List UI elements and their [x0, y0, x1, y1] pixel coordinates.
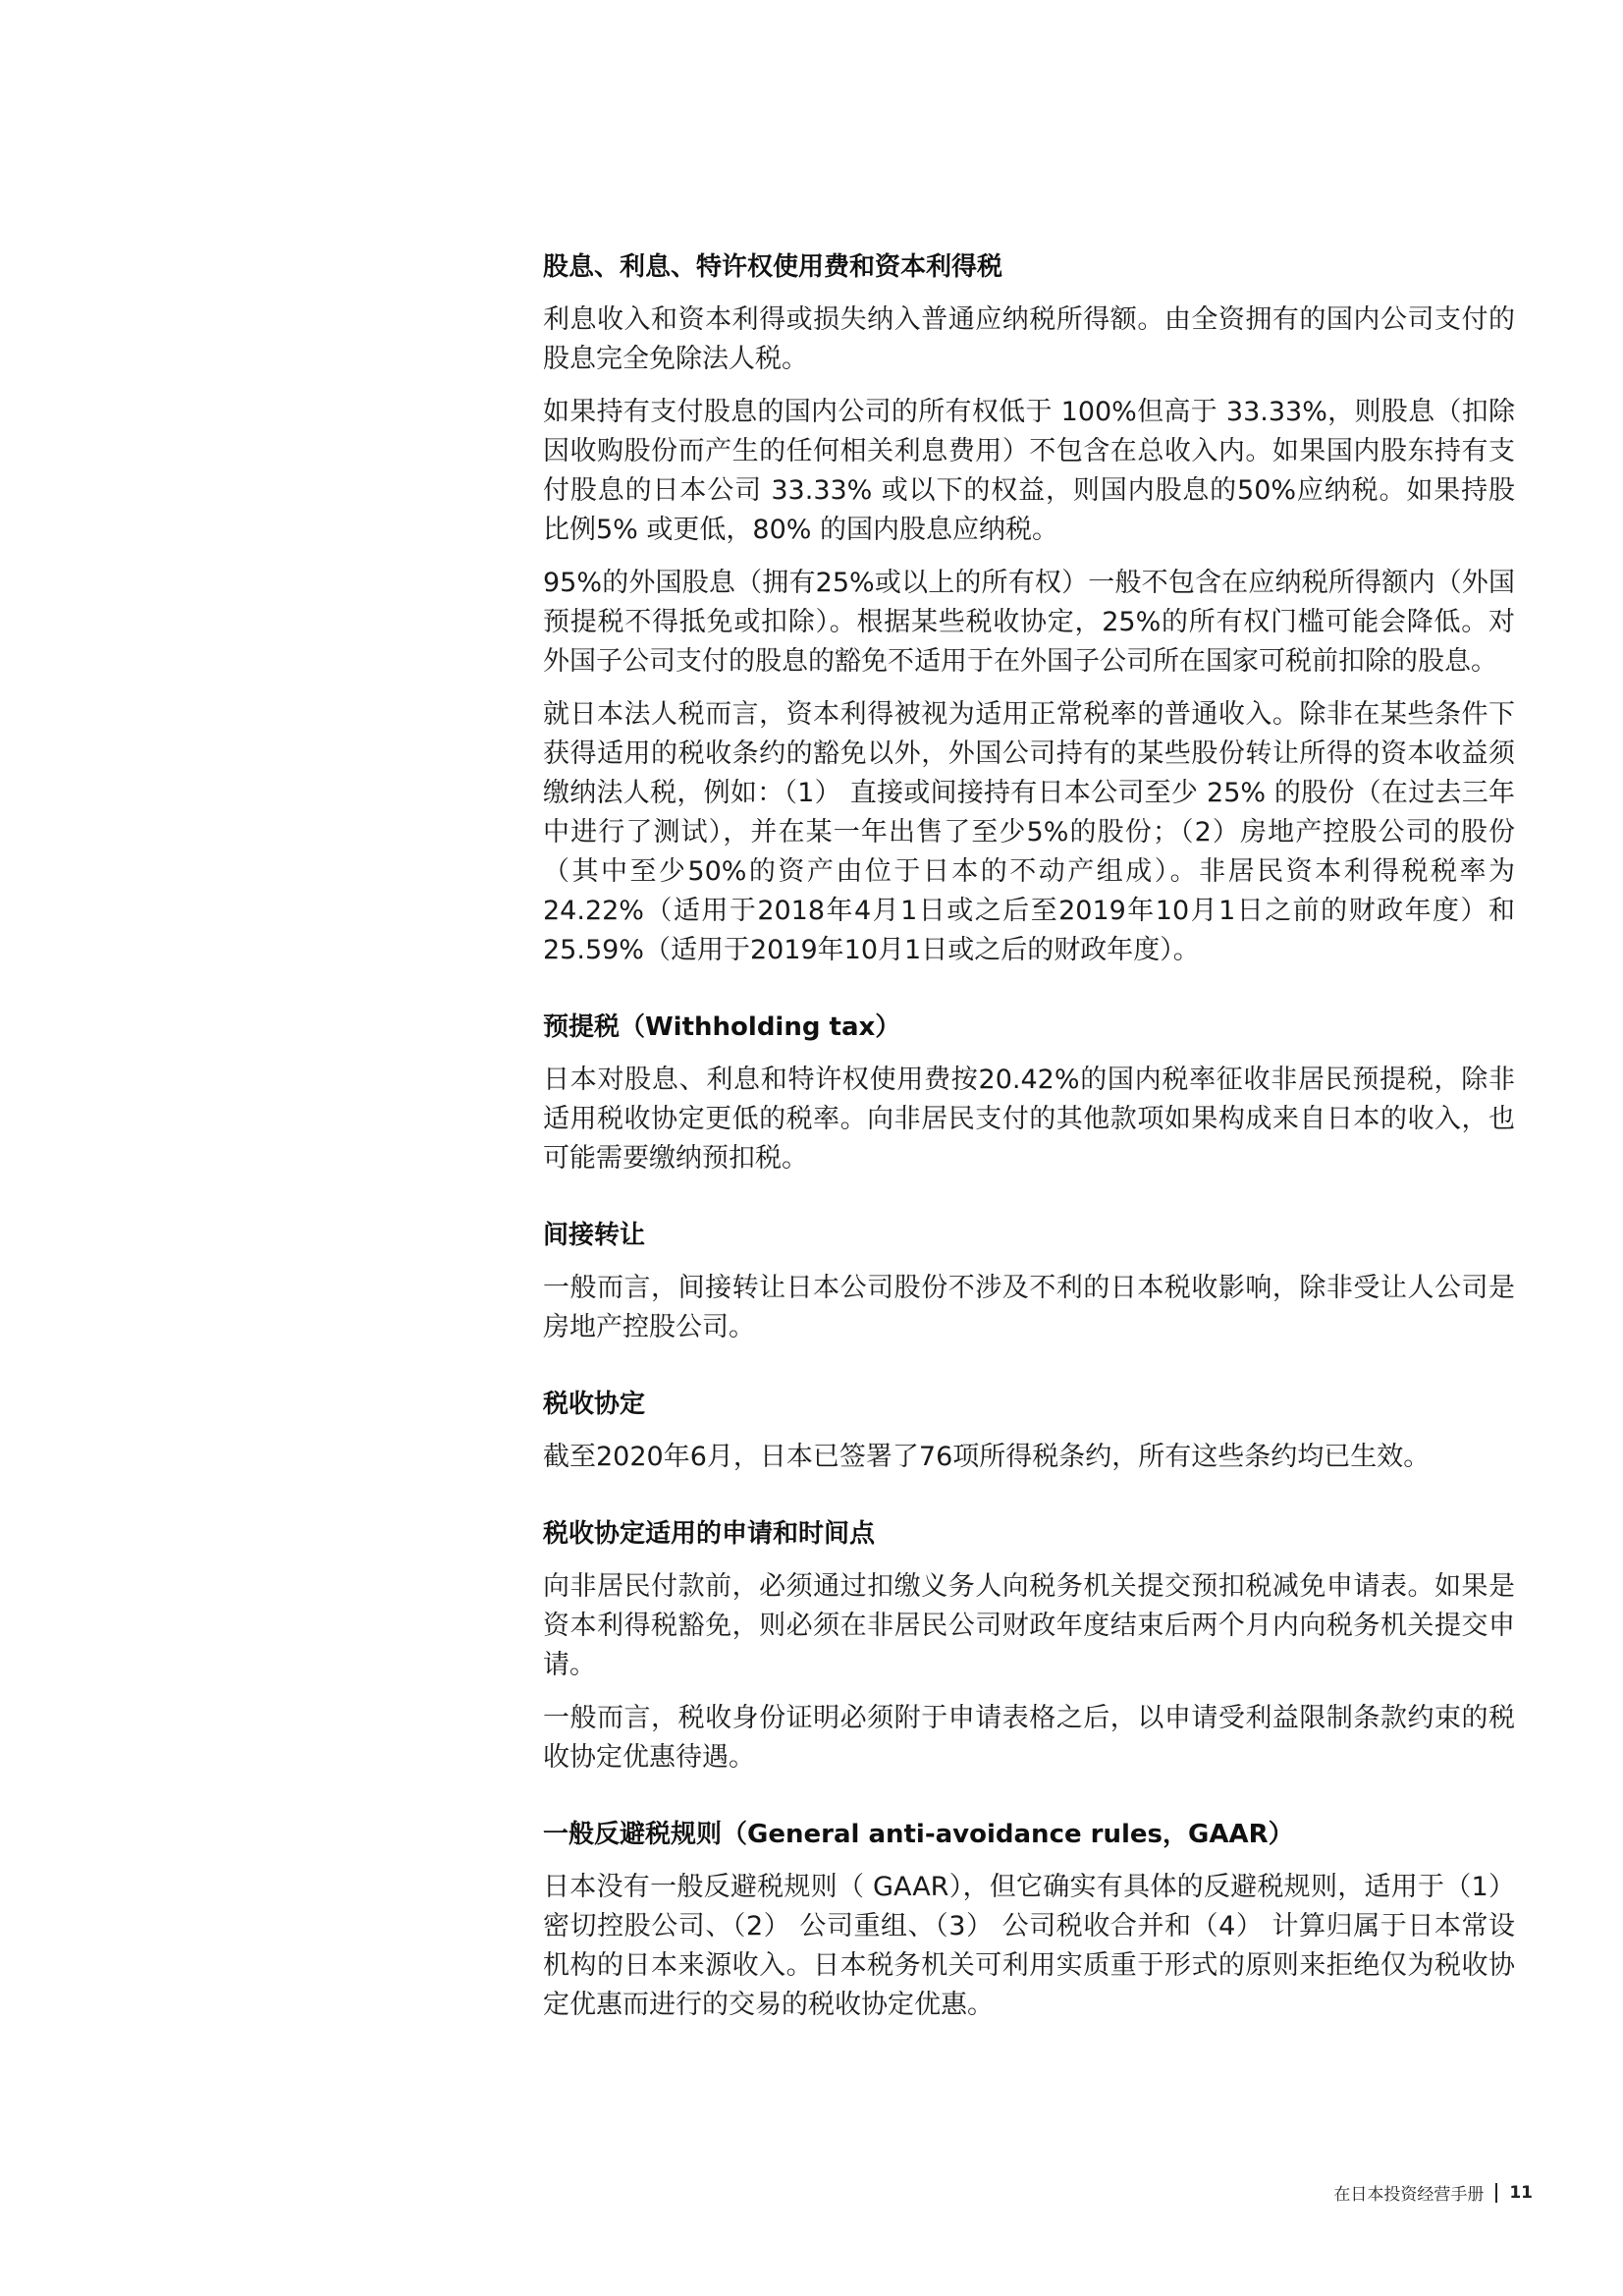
paragraph: 日本对股息、利息和特许权使用费按20.42%的国内税率征收非居民预提税，除非适用税收协定更低的税率。向非居民支付的其他款项如果构成来自日本的收入，也可能需要缴纳预扣税。 [543, 1065, 1515, 1174]
section-heading: 税收协定 [543, 1390, 646, 1419]
page-number: 11 [1509, 2182, 1533, 2203]
section-indirect-transfer [543, 1216, 1515, 1347]
document-body [543, 247, 1515, 2062]
page-footer [1333, 2180, 1533, 2205]
paragraph: 就日本法人税而言，资本利得被视为适用正常税率的普通收入。除非在某些条件下获得适用的税收条约的豁免以外，外国公司持有的某些股份转让所得的资本收益须缴纳法人税，例如：（1） 直接或间接持有日本公司至少 25% 的股份（在过去三年中进行了测试），并在某一年出售了至少5%的股份；（2）房地产控股公司的股份（其中至少50%的资产由位于日本的不动产组成）。非居民资本利得税税率为24.22%（适用于2018年4月1日或之后至2019年10月1日之前的财政年度）和25.59%（适用于2019年10月1日或之后的财政年度）。 [543, 699, 1515, 965]
section-heading: 预提税（Withholding tax） [543, 1012, 901, 1042]
paragraph: 利息收入和资本利得或损失纳入普通应纳税所得额。由全资拥有的国内公司支付的股息完全免除法人税。 [543, 304, 1515, 374]
footer-divider [1495, 2183, 1497, 2203]
section-gaar [543, 1815, 1515, 2025]
footer-title: 在日本投资经营手册 [1333, 2185, 1485, 2205]
paragraph: 一般而言，间接转让日本公司股份不涉及不利的日本税收影响，除非受让人公司是房地产控股公司。 [543, 1273, 1515, 1342]
section-withholding-tax [543, 1008, 1515, 1178]
paragraph: 95%的外国股息（拥有25%或以上的所有权）一般不包含在应纳税所得额内（外国预提税不得抵免或扣除）。根据某些税收协定，25%的所有权门槛可能会降低。对外国子公司支付的股息的豁免不适用于在外国子公司所在国家可税前扣除的股息。 [543, 568, 1515, 677]
paragraph: 向非居民付款前，必须通过扣缴义务人向税务机关提交预扣税减免申请表。如果是资本利得税豁免，则必须在非居民公司财政年度结束后两个月内向税务机关提交申请。 [543, 1571, 1515, 1680]
section-heading: 股息、利息、特许权使用费和资本利得税 [543, 252, 1003, 282]
paragraph: 如果持有支付股息的国内公司的所有权低于 100%但高于 33.33%，则股息（扣除因收购股份而产生的任何相关利息费用）不包含在总收入内。如果国内股东持有支付股息的日本公司 33.33% 或以下的权益，则国内股息的50%应纳税。如果持股比例5% 或更低，80% 的国内股息应纳税。 [543, 397, 1515, 545]
section-heading: 间接转让 [543, 1221, 646, 1250]
section-heading: 税收协定适用的申请和时间点 [543, 1519, 876, 1549]
section-dividends [543, 247, 1515, 970]
paragraph: 日本没有一般反避税规则（ GAAR），但它确实有具体的反避税规则，适用于（1）密切控股公司、（2） 公司重组、（3） 公司税收合并和（4） 计算归属于日本常设机构的日本来源收入。日本税务机关可利用实质重于形式的原则来拒绝仅为税收协定优惠而进行的交易的税收协定优惠。 [543, 1872, 1515, 2020]
paragraph: 截至2020年6月，日本已签署了76项所得税条约，所有这些条约均已生效。 [543, 1442, 1431, 1472]
section-heading: 一般反避税规则（General anti-avoidance rules，GAAR） [543, 1820, 1294, 1849]
section-treaty-application [543, 1514, 1515, 1777]
paragraph: 一般而言，税收身份证明必须附于申请表格之后，以申请受利益限制条款约束的税收协定优惠待遇。 [543, 1703, 1515, 1773]
section-tax-treaties [543, 1385, 1515, 1477]
